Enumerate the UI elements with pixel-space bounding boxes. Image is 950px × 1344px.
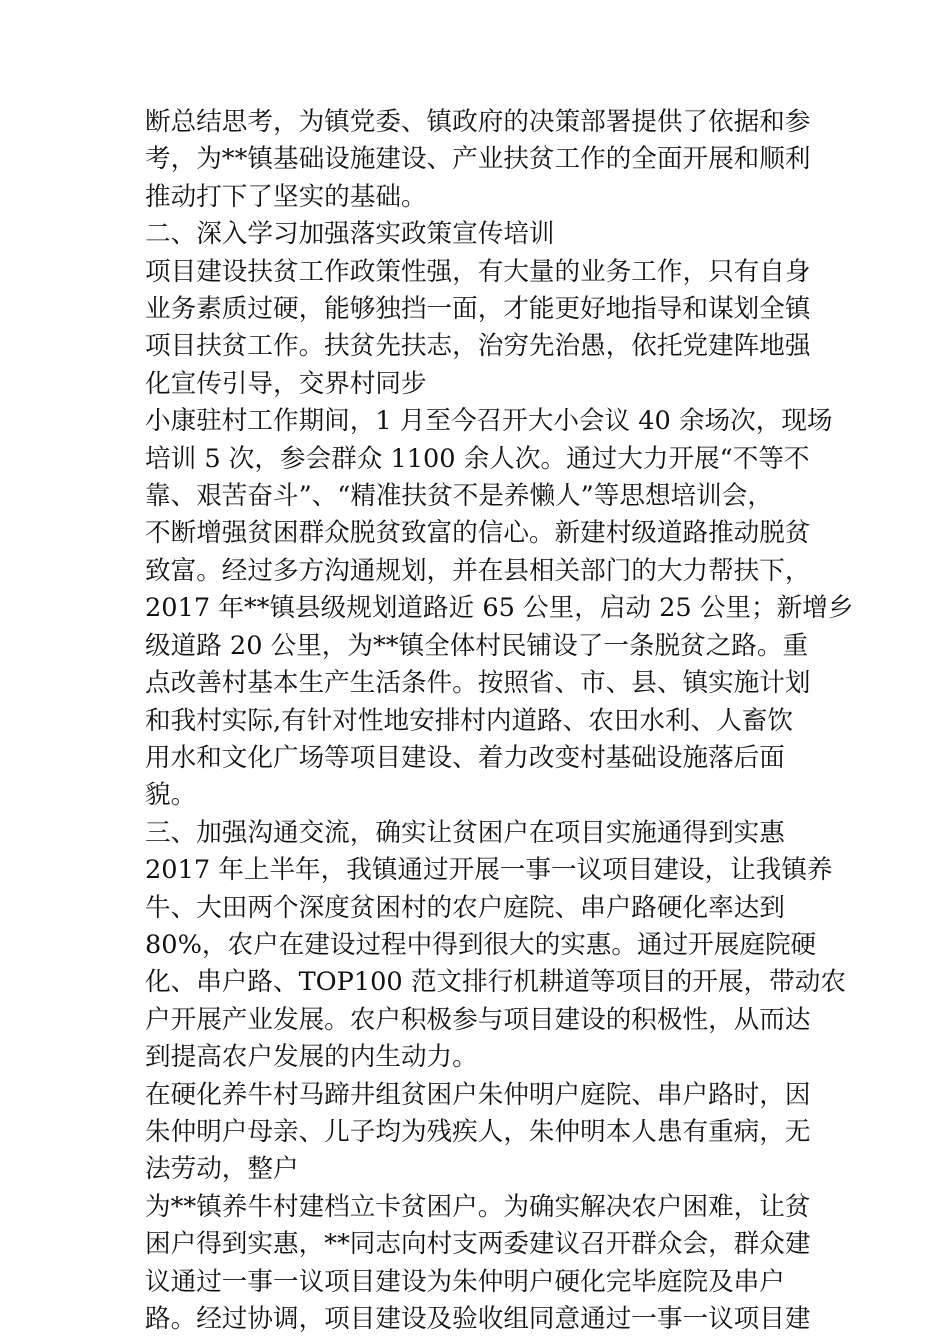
section-heading: 二、深入学习加强落实政策宣传培训 <box>145 219 555 250</box>
paragraph-line: 80%，农户在建设过程中得到很大的实惠。通过开展庭院硬 <box>145 929 817 960</box>
section-heading: 三、加强沟通交流，确实让贫困户在项目实施通得到实惠 <box>145 817 785 848</box>
paragraph-line: 2017 年上半年，我镇通过开展一事一议项目建设，让我镇养 <box>145 855 833 886</box>
paragraph-line: 在硬化养牛村马蹄井组贫困户朱仲明户庭院、串户路时，因 <box>145 1079 811 1110</box>
paragraph-line: 致富。经过多方沟通规划，并在县相关部门的大力帮扶下， <box>145 555 811 586</box>
paragraph-line: 靠、艰苦奋斗”、“精准扶贫不是养懒人”等思想培训会， <box>145 481 773 512</box>
paragraph-line: 业务素质过硬，能够独挡一面，才能更好地指导和谋划全镇 <box>145 294 811 325</box>
paragraph-line: 困户得到实惠，**同志向村支两委建议召开群众会，群众建 <box>145 1229 811 1260</box>
paragraph-line: 项目扶贫工作。扶贫先扶志，治穷先治愚，依托党建阵地强 <box>145 331 811 362</box>
paragraph-line: 项目建设扶贫工作政策性强，有大量的业务工作，只有自身 <box>145 256 811 287</box>
paragraph-line: 到提高农户发展的内生动力。 <box>145 1042 478 1073</box>
paragraph-line: 化、串户路、TOP100 范文排行机耕道等项目的开展，带动农 <box>145 967 846 998</box>
paragraph-line: 朱仲明户母亲、儿子均为残疾人，朱仲明本人患有重病，无 <box>145 1116 811 1147</box>
document-body <box>145 104 854 1338</box>
paragraph-line: 用水和文化广场等项目建设、着力改变村基础设施落后面 <box>145 742 785 773</box>
paragraph-line: 小康驻村工作期间，1 月至今召开大小会议 40 余场次，现场 <box>145 406 833 437</box>
paragraph-line: 为**镇养牛村建档立卡贫困户。为确实解决农户困难，让贫 <box>145 1191 811 1222</box>
paragraph-line: 法劳动，整户 <box>145 1154 299 1185</box>
paragraph-line: 不断增强贫困群众脱贫致富的信心。新建村级道路推动脱贫 <box>145 518 811 549</box>
paragraph-line: 培训 5 次，参会群众 1100 余人次。通过大力开展“不等不 <box>145 443 810 474</box>
paragraph-line: 断总结思考，为镇党委、镇政府的决策部署提供了依据和参 <box>145 107 811 137</box>
paragraph-line: 貌。 <box>145 780 197 811</box>
paragraph-line: 议通过一事一议项目建设为朱仲明户硬化完毕庭院及串户 <box>145 1266 785 1297</box>
paragraph-line: 牛、大田两个深度贫困村的农户庭院、串户路硬化率达到 <box>145 892 785 923</box>
paragraph-line: 路。经过协调，项目建设及验收组同意通过一事一议项目建 <box>145 1304 811 1334</box>
paragraph-line: 户开展产业发展。农户积极参与项目建设的积极性，从而达 <box>145 1004 811 1035</box>
paragraph-line: 考，为**镇基础设施建设、产业扶贫工作的全面开展和顺利 <box>145 144 811 175</box>
paragraph-line: 化宣传引导，交界村同步 <box>145 368 427 399</box>
paragraph-line: 推动打下了坚实的基础。 <box>145 181 427 212</box>
paragraph-line: 点改善村基本生产生活条件。按照省、市、县、镇实施计划 <box>145 668 811 699</box>
paragraph-line: 2017 年**镇县级规划道路近 65 公里，启动 25 公里；新增乡 <box>145 593 854 624</box>
paragraph-line: 和我村实际,有针对性地安排村内道路、农田水利、人畜饮 <box>145 705 793 736</box>
paragraph-line: 级道路 20 公里，为**镇全体村民铺设了一条脱贫之路。重 <box>145 630 809 661</box>
